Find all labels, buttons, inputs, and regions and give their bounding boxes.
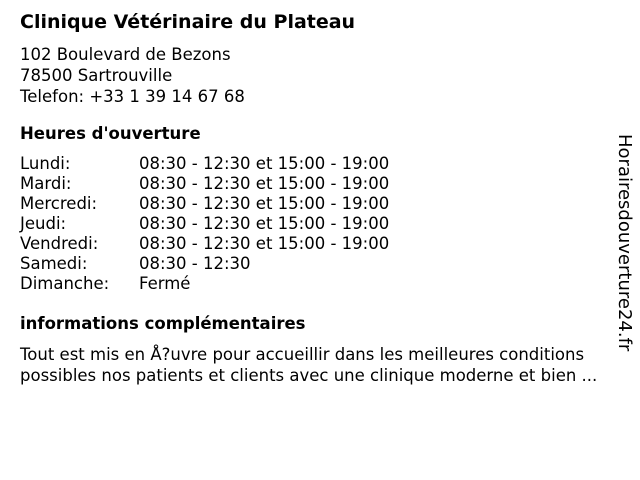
additional-info-heading: informations complémentaires (20, 314, 306, 333)
info-line: Tout est mis en Å?uvre pour accueillir dans les meilleures conditions (20, 345, 585, 364)
day-label: Vendredi: (20, 234, 99, 253)
day-hours: 08:30 - 12:30 et 15:00 - 19:00 (139, 194, 390, 213)
info-line: possibles nos patients et clients avec une clinique moderne et bien ... (20, 366, 598, 385)
day-hours: Fermé (139, 274, 191, 293)
day-hours: 08:30 - 12:30 et 15:00 - 19:00 (139, 214, 390, 233)
address-city: 78500 Sartrouville (20, 66, 173, 85)
watermark-text: Horairesdouverture24.fr (614, 134, 635, 352)
day-label: Samedi: (20, 254, 88, 273)
additional-info-text (20, 344, 635, 386)
clinic-name: Clinique Vétérinaire du Plateau (20, 11, 356, 33)
day-hours: 08:30 - 12:30 et 15:00 - 19:00 (139, 174, 390, 193)
day-hours: 08:30 - 12:30 et 15:00 - 19:00 (139, 234, 390, 253)
day-label: Lundi: (20, 154, 71, 173)
site-watermark (611, 134, 637, 354)
address-street: 102 Boulevard de Bezons (20, 45, 231, 64)
day-label: Mercredi: (20, 194, 98, 213)
day-hours: 08:30 - 12:30 (139, 254, 251, 273)
clinic-address (20, 44, 245, 107)
day-label: Jeudi: (20, 214, 67, 233)
day-label: Dimanche: (20, 274, 110, 293)
day-label: Mardi: (20, 174, 72, 193)
opening-hours-heading: Heures d'ouverture (20, 124, 201, 143)
day-hours: 08:30 - 12:30 et 15:00 - 19:00 (139, 154, 390, 173)
clinic-phone: Telefon: +33 1 39 14 67 68 (20, 87, 245, 106)
